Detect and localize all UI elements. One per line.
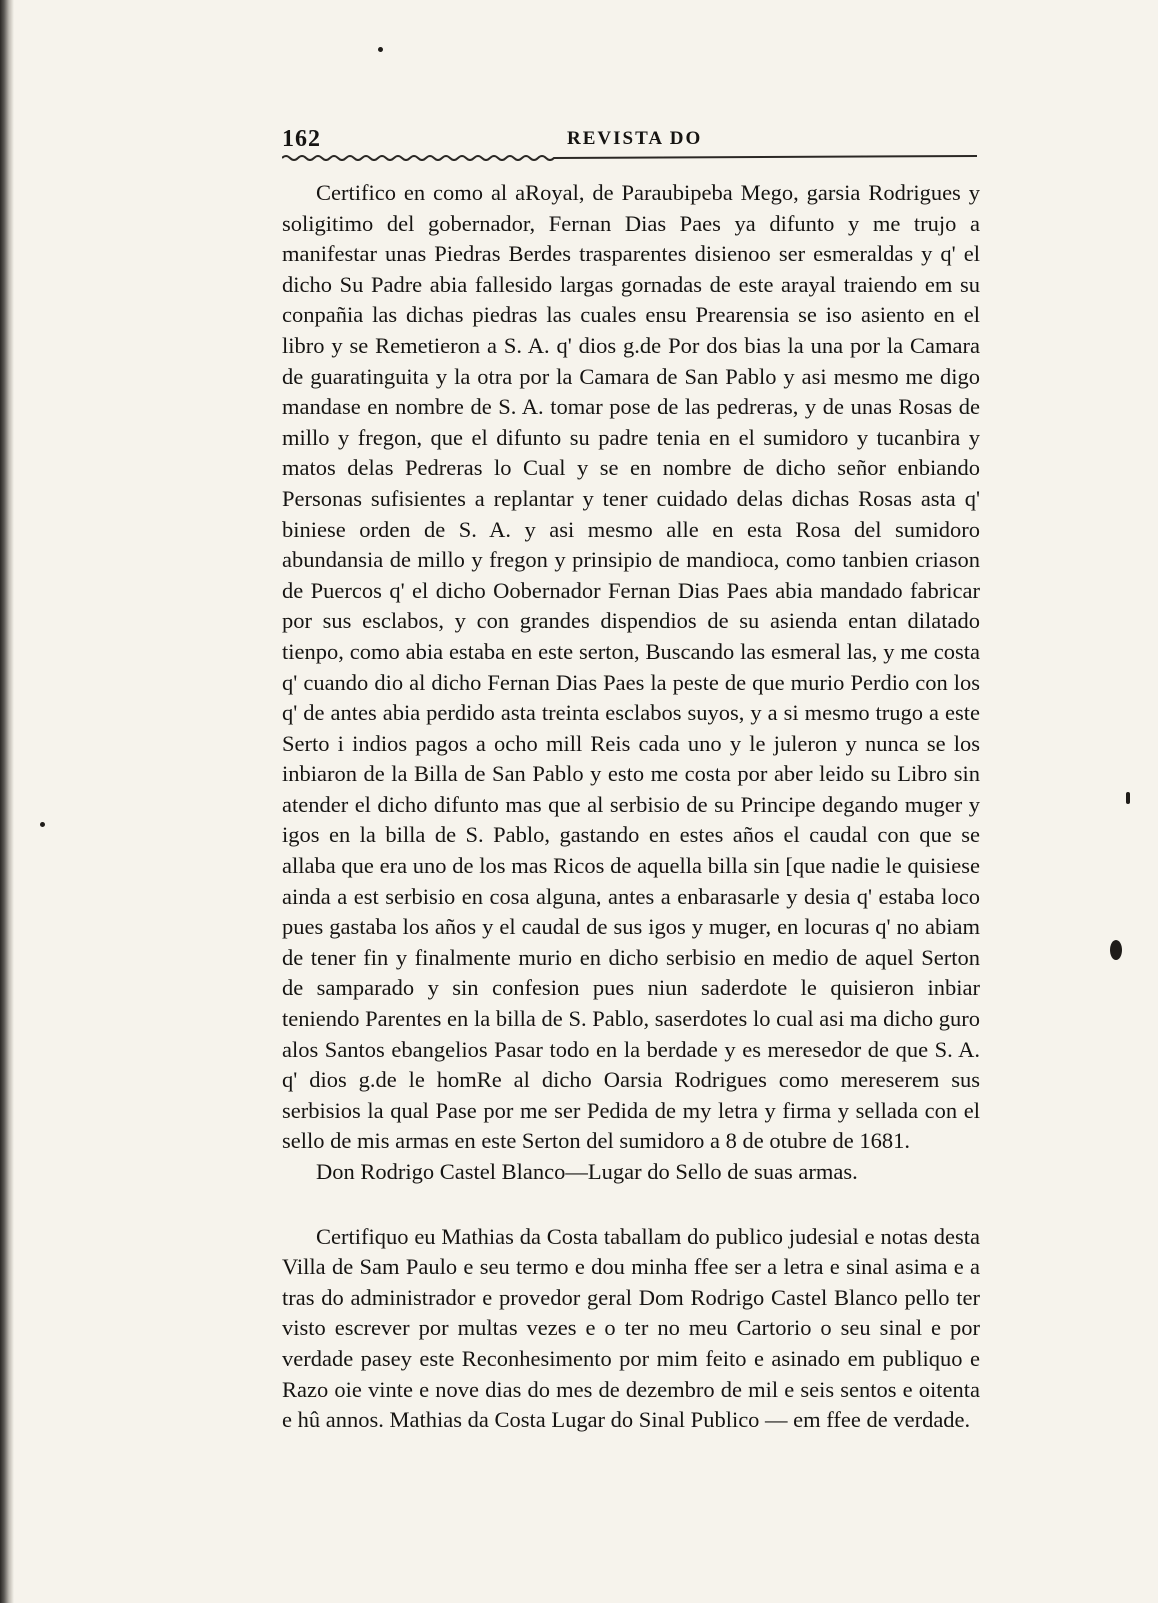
scan-speck [1126, 792, 1130, 804]
document-page [282, 0, 997, 1603]
paragraph-gap [282, 1188, 980, 1222]
certification-paragraph: Certifiquo eu Mathias da Costa taballam do publico judesial e notas desta Villa de Sam Paulo e seu termo e dou minha ffee ser a letra e sinal asima e a tras do administrador e provedor geral Dom Rodrigo Castel Blanco pello ter visto escrever por multas vezes e o ter no meu Cartorio o seu sinal e por verdade pasey este Reconhesimento por mim feito e asinado em publiquo e Razo oie vinte e nove dias do mes de dezembro de mil e seis sentos e oitenta e hû annos. Mathias da Costa Lugar do Sinal Publico — em ffee de verdade. [282, 1223, 980, 1433]
scan-speck [40, 822, 45, 827]
page-header [282, 118, 997, 158]
running-head: REVISTA DO [567, 128, 703, 149]
scan-speck [1110, 940, 1122, 960]
scan-binding-edge [0, 0, 14, 1603]
signature-line: Don Rodrigo Castel Blanco—Lugar do Sello de suas armas. [316, 1159, 858, 1184]
body-text [282, 178, 980, 1436]
letter-paragraph: Certifico en como al aRoyal, de Paraubipeba Mego, garsia Rodrigues y soligitimo del gobernador, Fernan Dias Paes ya difunto y me trujo a manifestar unas Piedras Berdes trasparentes disienoo ser esmeraldas y q' el dicho Su Padre abia fallesido largas gornadas de este arayal traiendo em su conpañia las dichas piedras las cuales ensu Prearensia se iso asiento en el libro y se Remetieron a S. A. q' dios g.de Por dos bias la una por la Camara de guaratinguita y la otra por la Camara de San Pablo y asi mesmo me digo mandase en nombre de S. A. tomar pose de las pedreras, y de unas Rosas de millo y fregon, que el difunto su padre tenia en el sumidoro y tucanbira y matos delas Pedreras lo Cual y se en nombre de dicho señor enbiando Personas sufisientes a replantar y tener cuidado delas dichas Rosas asta q' biniese orden de S. A. y asi mesmo alle en esta Rosa del sumidoro abundansia de millo y fregon y prinsipio de mandioca, como tanbien criason de Puercos q' el dicho Oobernador Fernan Dias Paes abia mandado fabricar por sus esclabos, y con grandes dispendios de su asienda entan dilatado tienpo, como abia estaba en este serton, Buscando las esmeral las, y me costa q' cuando dio al dicho Fernan Dias Paes la peste de que murio Perdio con los q' de antes abia perdido asta treinta esclabos suyos, y a si mesmo trugo a este Serto i indios pagos a ocho mill Reis cada uno y le juleron y nunca se los inbiaron de la Billa de San Pablo y esto me costa por aber leido su Libro sin atender el dicho difunto mas que al serbisio de su Principe degando muger y igos en la billa de S. Pablo, gastando en estes años el caudal con que se allaba que era uno de los mas Ricos de aquella billa sin [que nadie le quisiese ainda a est serbisio en cosa alguna, antes a enbarasarle y desia q' estaba loco pues gastaba los años y el caudal de sus igos y muger, en locuras q' no abiam de tener fin y finalmente murio en dicho serbisio en medio de aquel Serton de samparado y sin confesion pues niun saderdote le quisieron inbiar teniendo Parentes en la billa de S. Pablo, saserdotes lo cual asi ma dicho guro alos Santos ebangelios Pasar todo en la berdade y es meresedor de que S. A. q' dios g.de le homRe al dicho Oarsia Rodrigues como mereserem sus serbisios la qual Pase por me ser Pedida de my letra y firma y sellada con el sello de mis armas en este Serton del sumidoro a 8 de otubre de 1681. [282, 180, 980, 1154]
page-number: 162 [282, 126, 321, 152]
header-rule [282, 151, 977, 161]
